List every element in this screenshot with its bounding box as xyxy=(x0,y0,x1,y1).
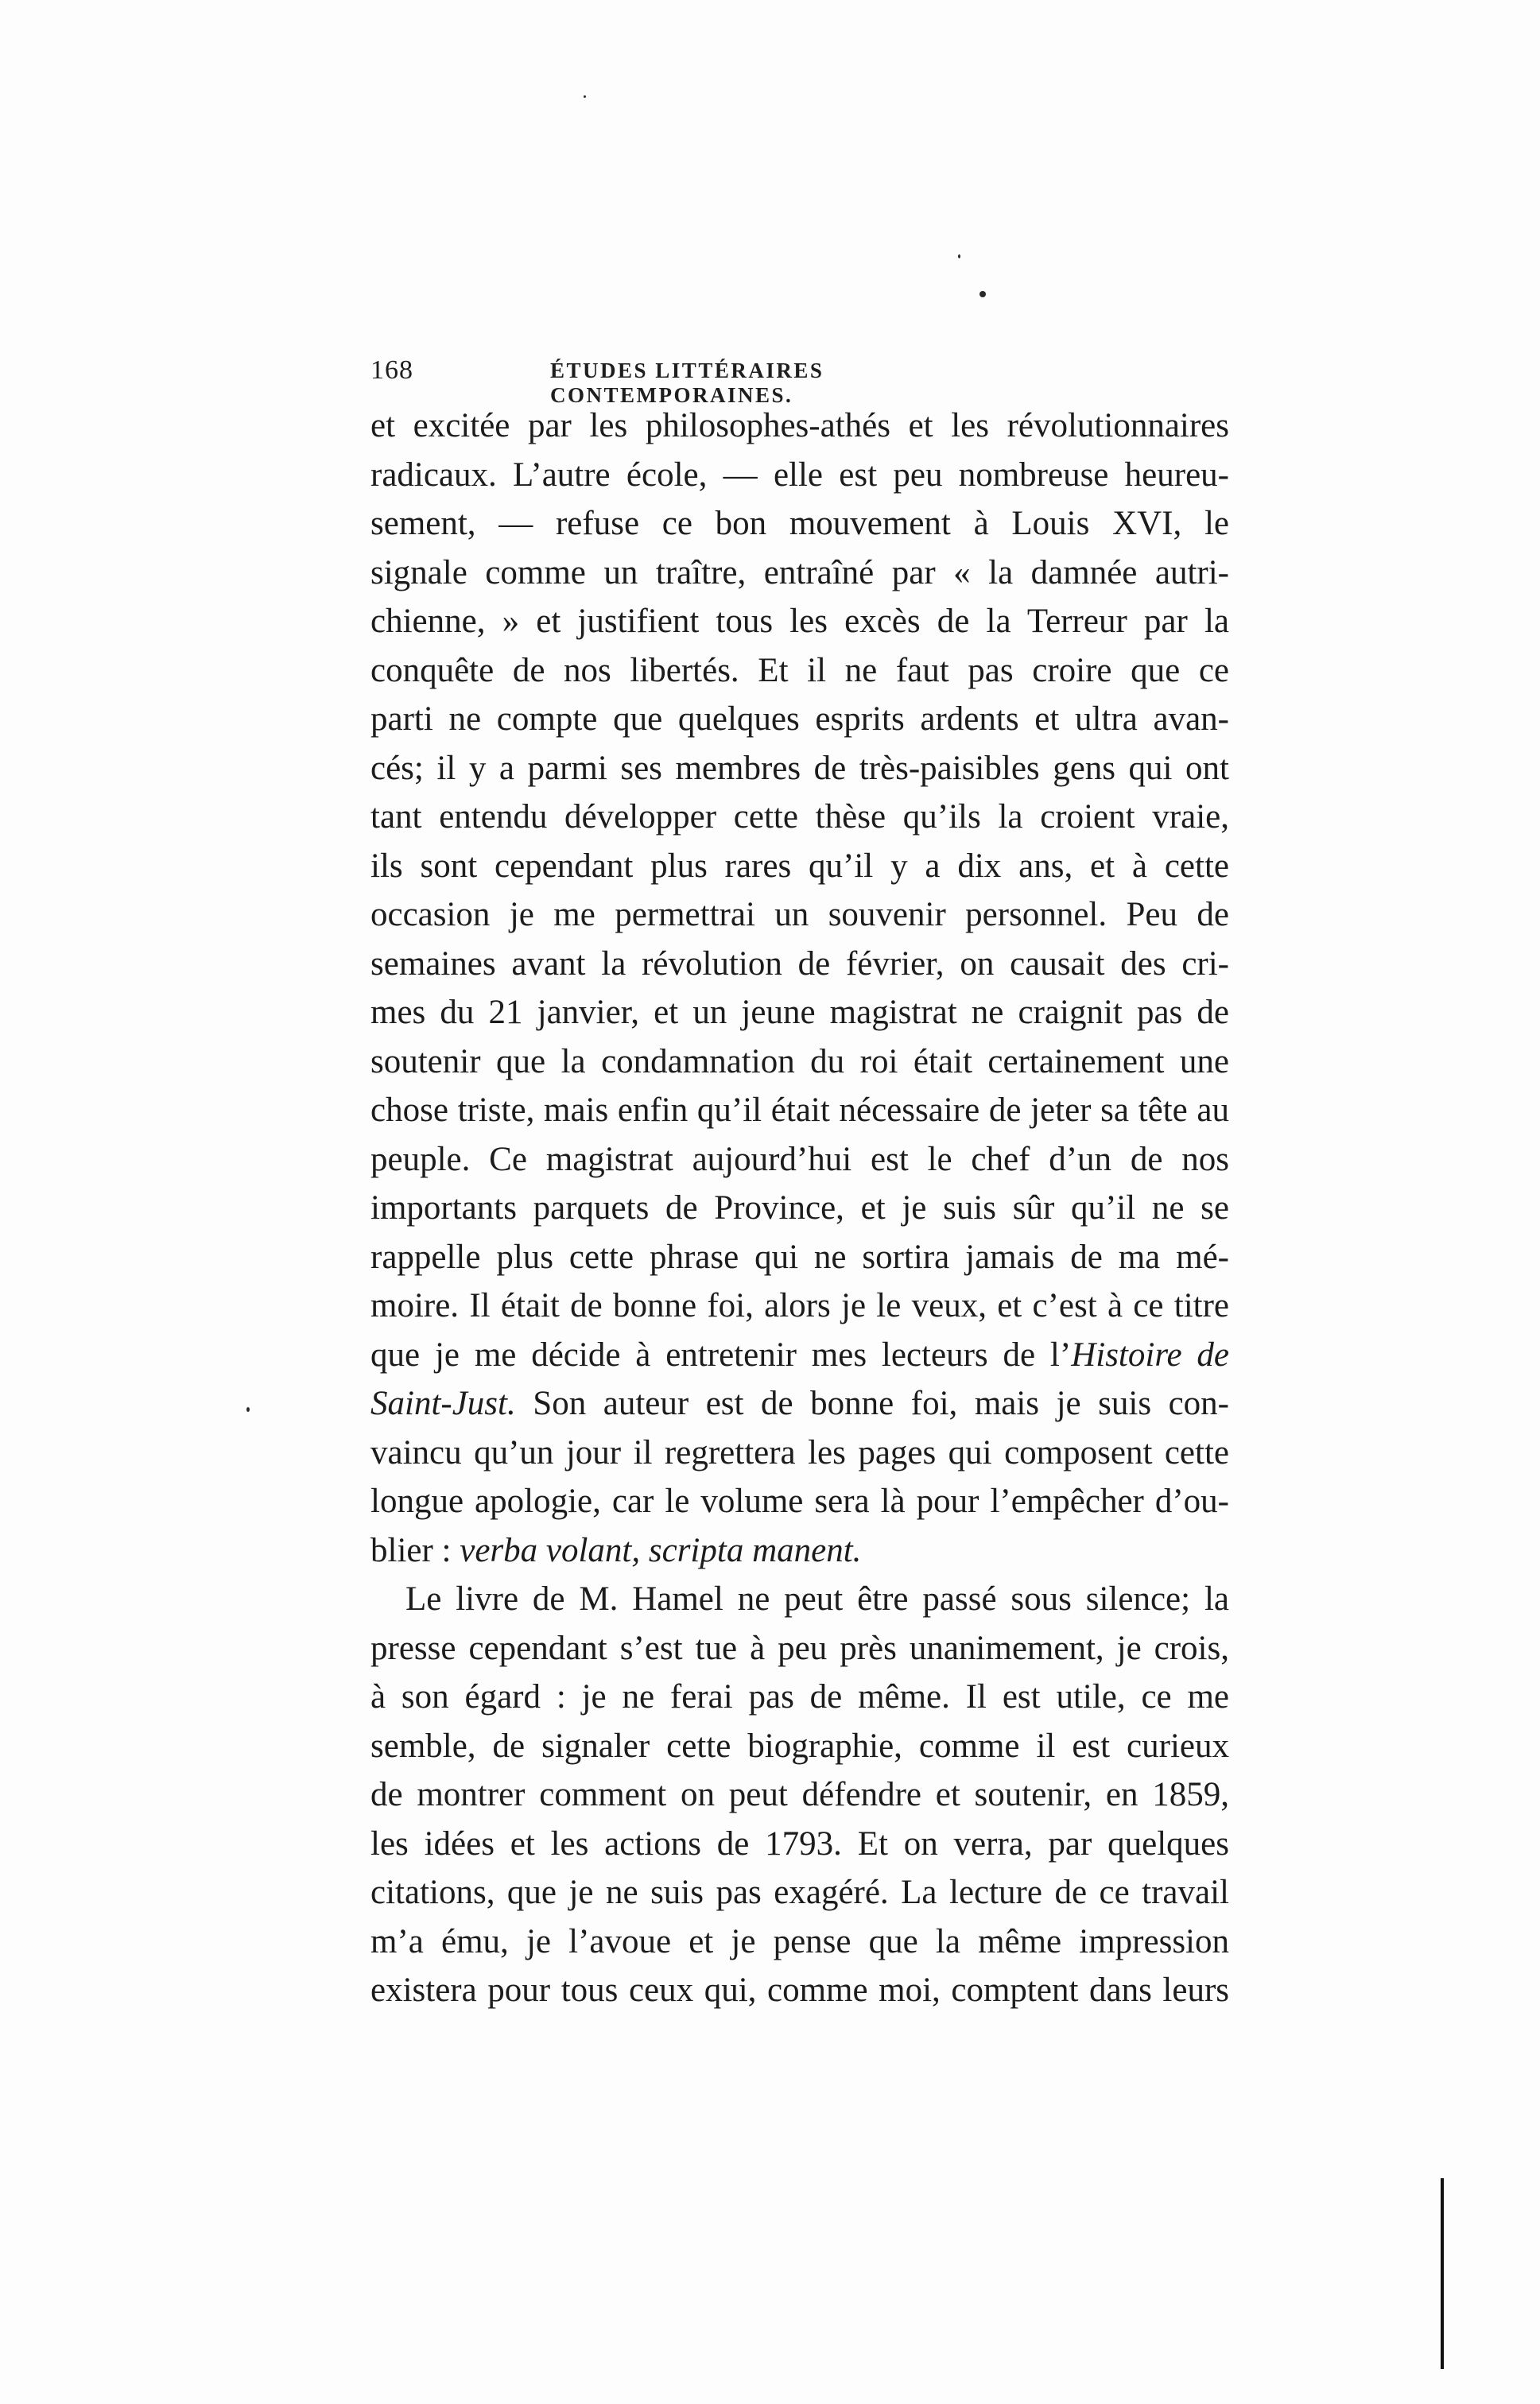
text-run: Son auteur est de bonne foi, mais je suis con- xyxy=(515,1385,1229,1422)
text-line: moire. Il était de bonne foi, alors je le veux, et c’est à ce titre xyxy=(370,1287,1229,1324)
text-line: peuple. Ce magistrat aujourd’hui est le chef d’un de nos xyxy=(370,1140,1229,1178)
text-line: et excitée par les philosophes-athés et les révolutionnaires xyxy=(370,407,1229,444)
text-line: tant entendu développer cette thèse qu’ils la croient vraie, xyxy=(370,798,1229,836)
text-line: vaincu qu’un jour il regrettera les pages qui composent cette xyxy=(370,1433,1229,1471)
text-line: sement, — refuse ce bon mouvement à Louis XVI, le xyxy=(370,505,1229,542)
book-title-italic: Saint-Just. xyxy=(370,1385,516,1422)
text-line: mes du 21 janvier, et un jeune magistrat ne craignit pas de xyxy=(370,994,1229,1031)
text-line xyxy=(370,1331,1229,1380)
text-line: importants parquets de Province, et je suis sûr qu’il ne se xyxy=(370,1189,1229,1227)
text-line: cés; il y a parmi ses membres de très-paisibles gens qui ont xyxy=(370,749,1229,787)
text-line: semble, de signaler cette biographie, comme il est curieux xyxy=(370,1727,1229,1765)
scan-edge-line xyxy=(1441,2178,1444,2369)
text-line: m’a ému, je l’avoue et je pense que la même impression xyxy=(370,1922,1229,1960)
page-header xyxy=(370,355,1070,407)
text-line: existera pour tous ceux qui, comme moi, comptent dans leurs xyxy=(370,1972,1229,2009)
text-line: à son égard : je ne ferai pas de même. Il est utile, ce me xyxy=(370,1678,1229,1716)
text-line: conquête de nos libertés. Et il ne faut pas croire que ce xyxy=(370,651,1229,689)
book-title-italic: Histoire de xyxy=(1071,1336,1229,1374)
text-line: citations, que je ne suis pas exagéré. La lecture de ce travail xyxy=(370,1874,1229,1911)
scan-speck xyxy=(584,95,586,98)
scan-speck xyxy=(958,254,960,258)
text-line: soutenir que la condamnation du roi était certainement une xyxy=(370,1042,1229,1080)
latin-quote-italic: verba volant, scripta manent. xyxy=(460,1531,862,1569)
text-run: blier : xyxy=(370,1531,460,1569)
text-line: ils sont cependant plus rares qu’il y a dix ans, et à cette xyxy=(370,847,1229,885)
text-line: presse cependant s’est tue à peu près unanimement, je crois, xyxy=(370,1629,1229,1667)
text-line: chienne, » et justifient tous les excès de la Terreur par la xyxy=(370,603,1229,640)
text-line: longue apologie, car le volume sera là pour l’empêcher d’ou- xyxy=(370,1483,1229,1520)
paragraph-first-line: Le livre de M. Hamel ne peut être passé sous silence; la xyxy=(405,1580,1229,1618)
text-line: chose triste, mais enfin qu’il était nécessaire de jeter sa tête au xyxy=(370,1091,1229,1129)
text-line: radicaux. L’autre école, — elle est peu nombreuse heureu- xyxy=(370,456,1229,494)
scan-speck xyxy=(979,291,986,297)
scan-speck xyxy=(246,1407,250,1412)
text-line: signale comme un traître, entraîné par « la damnée autri- xyxy=(370,553,1229,591)
text-line: occasion je me permettrai un souvenir personnel. Peu de xyxy=(370,896,1229,933)
text-line: de montrer comment on peut défendre et soutenir, en 1859, xyxy=(370,1776,1229,1813)
text-line: les idées et les actions de 1793. Et on verra, par quelques xyxy=(370,1824,1229,1863)
text-line: parti ne compte que quelques esprits ardents et ultra avan- xyxy=(370,700,1229,738)
text-line: rappelle plus cette phrase qui ne sortira jamais de ma mé- xyxy=(370,1238,1229,1276)
text-line xyxy=(370,1379,1229,1429)
text-line xyxy=(370,1526,1229,1576)
running-head: ÉTUDES LITTÉRAIRES CONTEMPORAINES. xyxy=(550,359,824,407)
body-text xyxy=(370,401,1229,2015)
text-line: semaines avant la révolution de février, on causait des cri- xyxy=(370,944,1229,983)
text-run: que je me décide à entretenir mes lecteurs de l’ xyxy=(370,1336,1072,1374)
page-number: 168 xyxy=(370,355,413,385)
